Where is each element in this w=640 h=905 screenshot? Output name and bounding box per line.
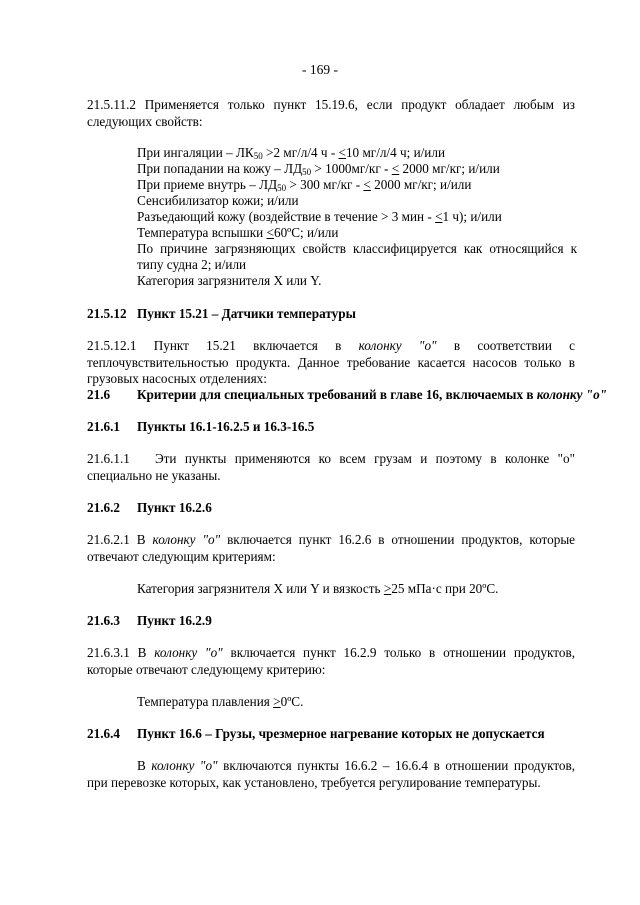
- criterion-pollutant: По причине загрязняющих свойств классифицируется как относящийся к типу судна 2; и/или: [137, 241, 577, 272]
- criterion-21-6-2: Категория загрязнителя X или Y и вязкость >25 мПа·с при 20ºC.: [137, 581, 499, 596]
- criterion-inhalation: При ингаляции – ЛК50 >2 мг/л/4 ч - <10 мг/л/4 ч; и/или: [137, 145, 446, 161]
- criterion-flash-point: Температура вспышки <60ºC; и/или: [137, 225, 339, 240]
- criterion-skin-contact: При попадании на кожу – ЛД50 > 1000мг/кг - < 2000 мг/кг; и/или: [137, 161, 500, 177]
- paragraph-21-6-1-1: 21.6.1.1 Эти пункты применяются ко всем грузам и поэтому в колонке "о" специально не указаны.: [87, 451, 575, 483]
- heading-21-6-3: 21.6.3 Пункт 16.2.9: [87, 613, 212, 628]
- criterion-21-6-3: Температура плавления >0ºC.: [137, 694, 304, 709]
- paragraph-21-6-4: В колонку "о" включаются пункты 16.6.2 – 16.6.4 в отношении продуктов, при перевозке которых, как установлено, требуется регулирование температуры.: [87, 758, 576, 790]
- heading-21-6-1: 21.6.1 Пункты 16.1-16.2.5 и 16.3-16.5: [87, 419, 315, 434]
- criterion-sensitizer: Сенсибилизатор кожи; и/или: [137, 193, 299, 208]
- criterion-oral: При приеме внутрь – ЛД50 > 300 мг/кг - < 2000 мг/кг; и/или: [137, 177, 472, 193]
- heading-21-6-4: 21.6.4 Пункт 16.6 – Грузы, чрезмерное нагревание которых не допускается: [87, 726, 545, 741]
- heading-21-5-12: 21.5.12 Пункт 15.21 – Датчики температуры: [87, 306, 356, 321]
- criterion-corrosive: Разъедающий кожу (воздействие в течение > 3 мин - <1 ч); и/или: [137, 209, 502, 224]
- paragraph-21-6-2-1: 21.6.2.1 В колонку "о" включается пункт 16.2.6 в отношении продуктов, которые отвечают следующим критериям:: [87, 532, 576, 564]
- paragraph-21-5-11-2: [87, 97, 575, 130]
- criterion-category: Категория загрязнителя X или Y.: [137, 273, 322, 288]
- paragraph-number: 21.5.11.2: [87, 97, 136, 112]
- paragraph-21-5-12-1: 21.5.12.1 Пункт 15.21 включается в колонку "о" в соответствии с теплочувствительностью продукта. Данное требование касается насосов только в грузовых насосных отделениях:: [87, 338, 576, 386]
- paragraph-21-6-3-1: 21.6.3.1 В колонку "о" включается пункт 16.2.9 только в отношении продуктов, которые отвечают следующему критерию:: [87, 645, 575, 677]
- heading-21-6-2: 21.6.2 Пункт 16.2.6: [87, 500, 212, 515]
- paragraph-text: Применяется только пункт 15.19.6, если продукт обладает любым из следующих свойств:: [87, 97, 575, 129]
- page-number: - 169 -: [302, 62, 338, 77]
- heading-21-6: 21.6 Критерии для специальных требований в главе 16, включаемых в колонку "о": [87, 387, 607, 402]
